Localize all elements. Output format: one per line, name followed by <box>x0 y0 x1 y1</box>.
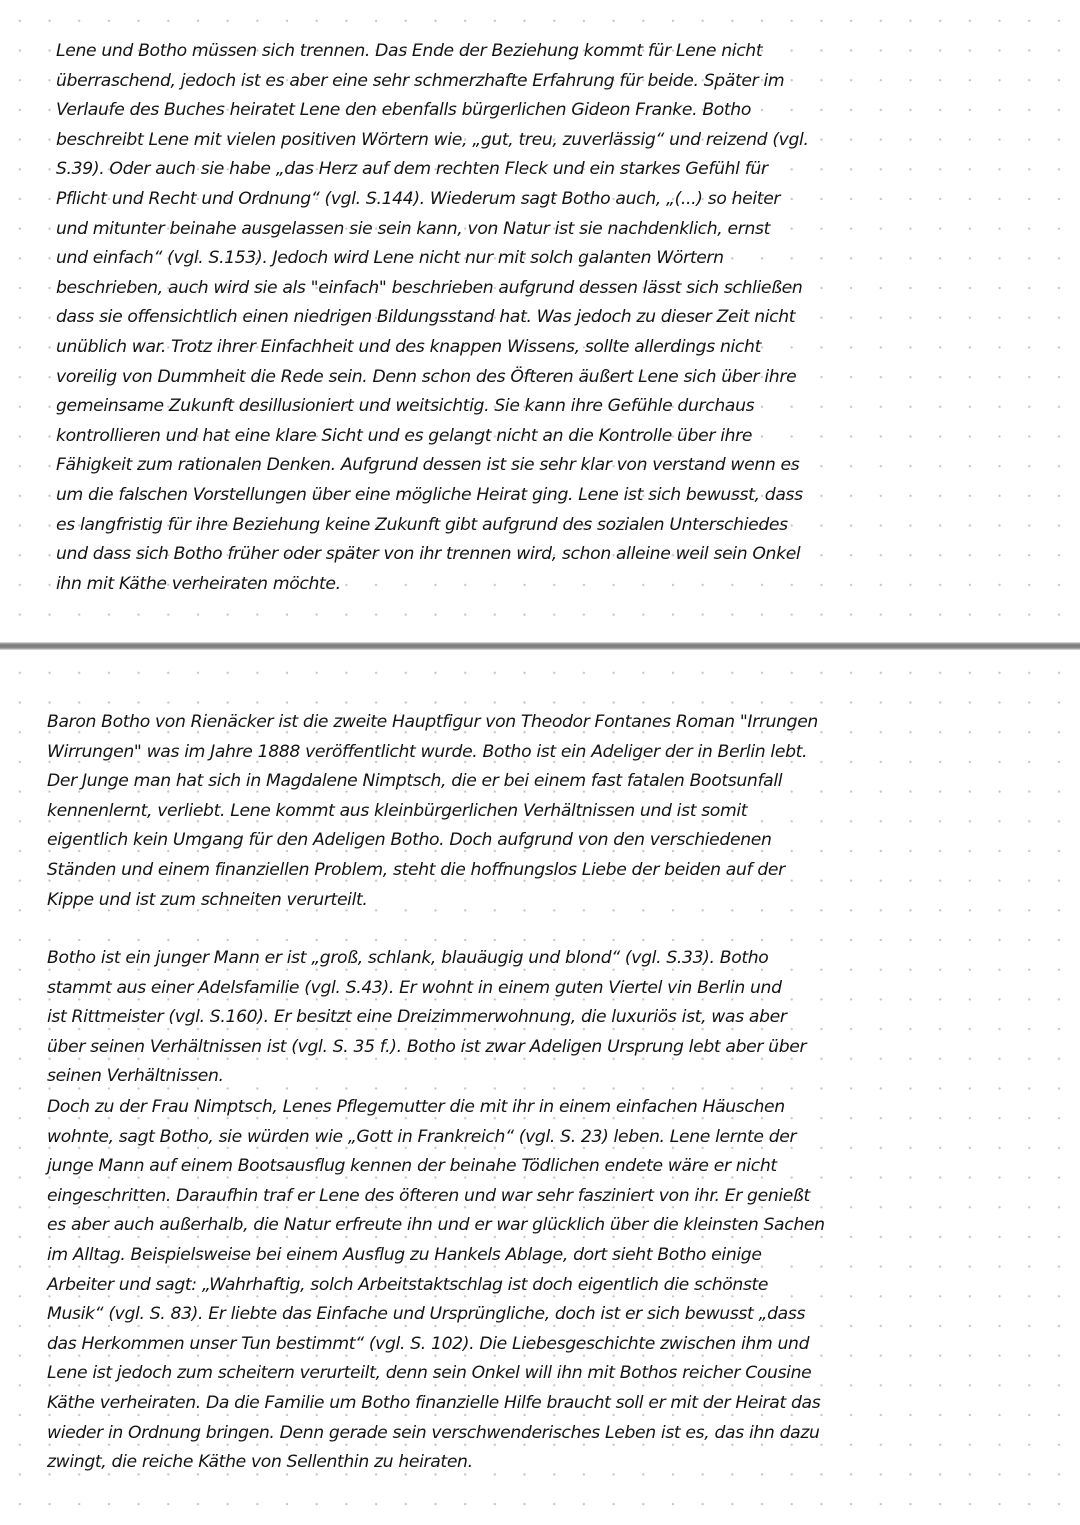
text-line: dass sie offensichtlich einen niedrigen Bildungsstand hat. Was jedoch zu dieser Zeit nicht <box>56 307 796 328</box>
text-line: Der Junge man hat sich in Magdalene Nimptsch, die er bei einem fast fatalen Bootsunfall <box>47 771 783 792</box>
text-line: gemeinsame Zukunft desillusioniert und weitsichtig. Sie kann ihre Gefühle durchaus <box>56 396 755 417</box>
text-line: Kippe und ist zum schneiten verurteilt. <box>47 889 368 910</box>
text-line: wohnte, sagt Botho, sie würden wie „Gott in Frankreich“ (vgl. S. 23) leben. Lene lernte der <box>47 1126 797 1147</box>
text-line: stammt aus einer Adelsfamilie (vgl. S.43). Er wohnt in einem guten Viertel vin Berlin und <box>47 977 782 998</box>
text-line: überraschend, jedoch ist es aber eine sehr schmerzhafte Erfahrung für beide. Später im <box>56 70 785 91</box>
text-line: Ständen und einem finanziellen Problem, steht die hoffnungslos Liebe der beiden auf der <box>47 859 785 880</box>
text-line: kontrollieren und hat eine klare Sicht und es gelangt nicht an die Kontrolle über ihre <box>56 425 753 446</box>
text-line: Pflicht und Recht und Ordnung“ (vgl. S.144). Wiederum sagt Botho auch, „(...) so heiter <box>56 188 781 209</box>
text-line: Arbeiter und sagt: „Wahrhaftig, solch Arbeitstaktschlag ist doch eigentlich die schönste <box>47 1274 769 1295</box>
text-line: Botho ist ein junger Mann er ist „groß, schlank, blauäugig und blond“ (vgl. S.33). Botho <box>47 948 769 968</box>
text-line: eigentlich kein Umgang für den Adeligen Botho. Doch aufgrund von den verschiedenen <box>47 830 772 851</box>
text-line: Fähigkeit zum rationalen Denken. Aufgrund dessen ist sie sehr klar von verstand wenn es <box>56 455 800 476</box>
text-line: Verlaufe des Buches heiratet Lene den ebenfalls bürgerlichen Gideon Franke. Botho <box>56 100 752 121</box>
text-line: um die falschen Vorstellungen über eine mögliche Heirat ging. Lene ist sich bewusst, dass <box>56 484 803 505</box>
text-line: Baron Botho von Rienäcker ist die zweite Hauptfigur von Theodor Fontanes Roman "Irrungen <box>47 712 818 732</box>
text-line: und mitunter beinahe ausgelassen sie sein kann, von Natur ist sie nachdenklich, ernst <box>56 218 770 239</box>
text-line: junge Mann auf einem Bootsausflug kennen der beinahe Tödlichen endete wäre er nicht <box>47 1156 777 1177</box>
text-line: seinen Verhältnissen. <box>47 1066 224 1087</box>
page-2-paragraph-intro <box>47 708 818 915</box>
page-2-paragraph-description <box>47 944 806 1092</box>
text-line: eingeschritten. Daraufhin traf er Lene des öfteren und war sehr fasziniert von ihr. Er genießt <box>47 1185 810 1206</box>
text-line: und einfach“ (vgl. S.153). Jedoch wird Lene nicht nur mit solch galanten Wörtern <box>56 248 724 269</box>
text-line: und dass sich Botho früher oder später von ihr trennen wird, schon alleine weil sein Onkel <box>56 544 801 565</box>
text-line: Käthe verheiraten. Da die Familie um Botho finanzielle Hilfe braucht soll er mit der Heirat das <box>47 1392 821 1413</box>
text-line: wieder in Ordnung bringen. Denn gerade sein verschwenderisches Leben ist es, das ihn dazu <box>47 1422 820 1443</box>
text-line: beschrieben, auch wird sie als "einfach" beschrieben aufgrund dessen lässt sich schließen <box>56 277 803 298</box>
text-line: kennenlernt, verliebt. Lene kommt aus kleinbürgerlichen Verhältnissen und ist somit <box>47 800 748 821</box>
text-line: zwingt, die reiche Käthe von Sellenthin zu heiraten. <box>47 1452 473 1473</box>
page-1-paragraph <box>56 37 809 599</box>
page-divider <box>0 642 1080 650</box>
notebook-page-2 <box>0 650 1080 1525</box>
text-line: es langfristig für ihre Beziehung keine Zukunft gibt aufgrund des sozialen Unterschiedes <box>56 514 788 535</box>
page-2-paragraph-relationship <box>47 1093 825 1478</box>
text-line: Lene und Botho müssen sich trennen. Das Ende der Beziehung kommt für Lene nicht <box>56 41 763 61</box>
text-line: Wirrungen" was im Jahre 1888 veröffentlicht wurde. Botho ist ein Adeliger der in Berlin lebt. <box>47 741 808 762</box>
text-line: ist Rittmeister (vgl. S.160). Er besitzt eine Dreizimmerwohnung, die luxuriös ist, was aber <box>47 1007 787 1028</box>
text-line: über seinen Verhältnissen ist (vgl. S. 35 f.). Botho ist zwar Adeligen Ursprung lebt aber über <box>47 1036 807 1057</box>
text-line: S.39). Oder auch sie habe „das Herz auf dem rechten Fleck und ein starkes Gefühl für <box>56 159 768 180</box>
notebook-page-1 <box>0 0 1080 642</box>
text-line: es aber auch außerhalb, die Natur erfreute ihn und er war glücklich über die kleinsten Sachen <box>47 1215 825 1236</box>
text-line: voreilig von Dummheit die Rede sein. Denn schon des Öfteren äußert Lene sich über ihre <box>56 366 797 387</box>
text-line: das Herkommen unser Tun bestimmt“ (vgl. S. 102). Die Liebesgeschichte zwischen ihm und <box>47 1333 810 1354</box>
text-line: Doch zu der Frau Nimptsch, Lenes Pflegemutter die mit ihr in einem einfachen Häuschen <box>47 1097 785 1117</box>
text-line: beschreibt Lene mit vielen positiven Wörtern wie, „gut, treu, zuverlässig“ und reizend (vgl. <box>56 129 809 150</box>
text-line: ihn mit Käthe verheiraten möchte. <box>56 573 341 594</box>
text-line: Musik“ (vgl. S. 83). Er liebte das Einfache und Ursprüngliche, doch ist er sich bewusst „dass <box>47 1304 806 1325</box>
text-line: unüblich war. Trotz ihrer Einfachheit und des knappen Wissens, sollte allerdings nicht <box>56 336 761 357</box>
text-line: im Alltag. Beispielsweise bei einem Ausflug zu Hankels Ablage, dort sieht Botho einige <box>47 1244 762 1265</box>
text-line: Lene ist jedoch zum scheitern verurteilt, denn sein Onkel will ihn mit Bothos reicher Cousine <box>47 1363 812 1384</box>
